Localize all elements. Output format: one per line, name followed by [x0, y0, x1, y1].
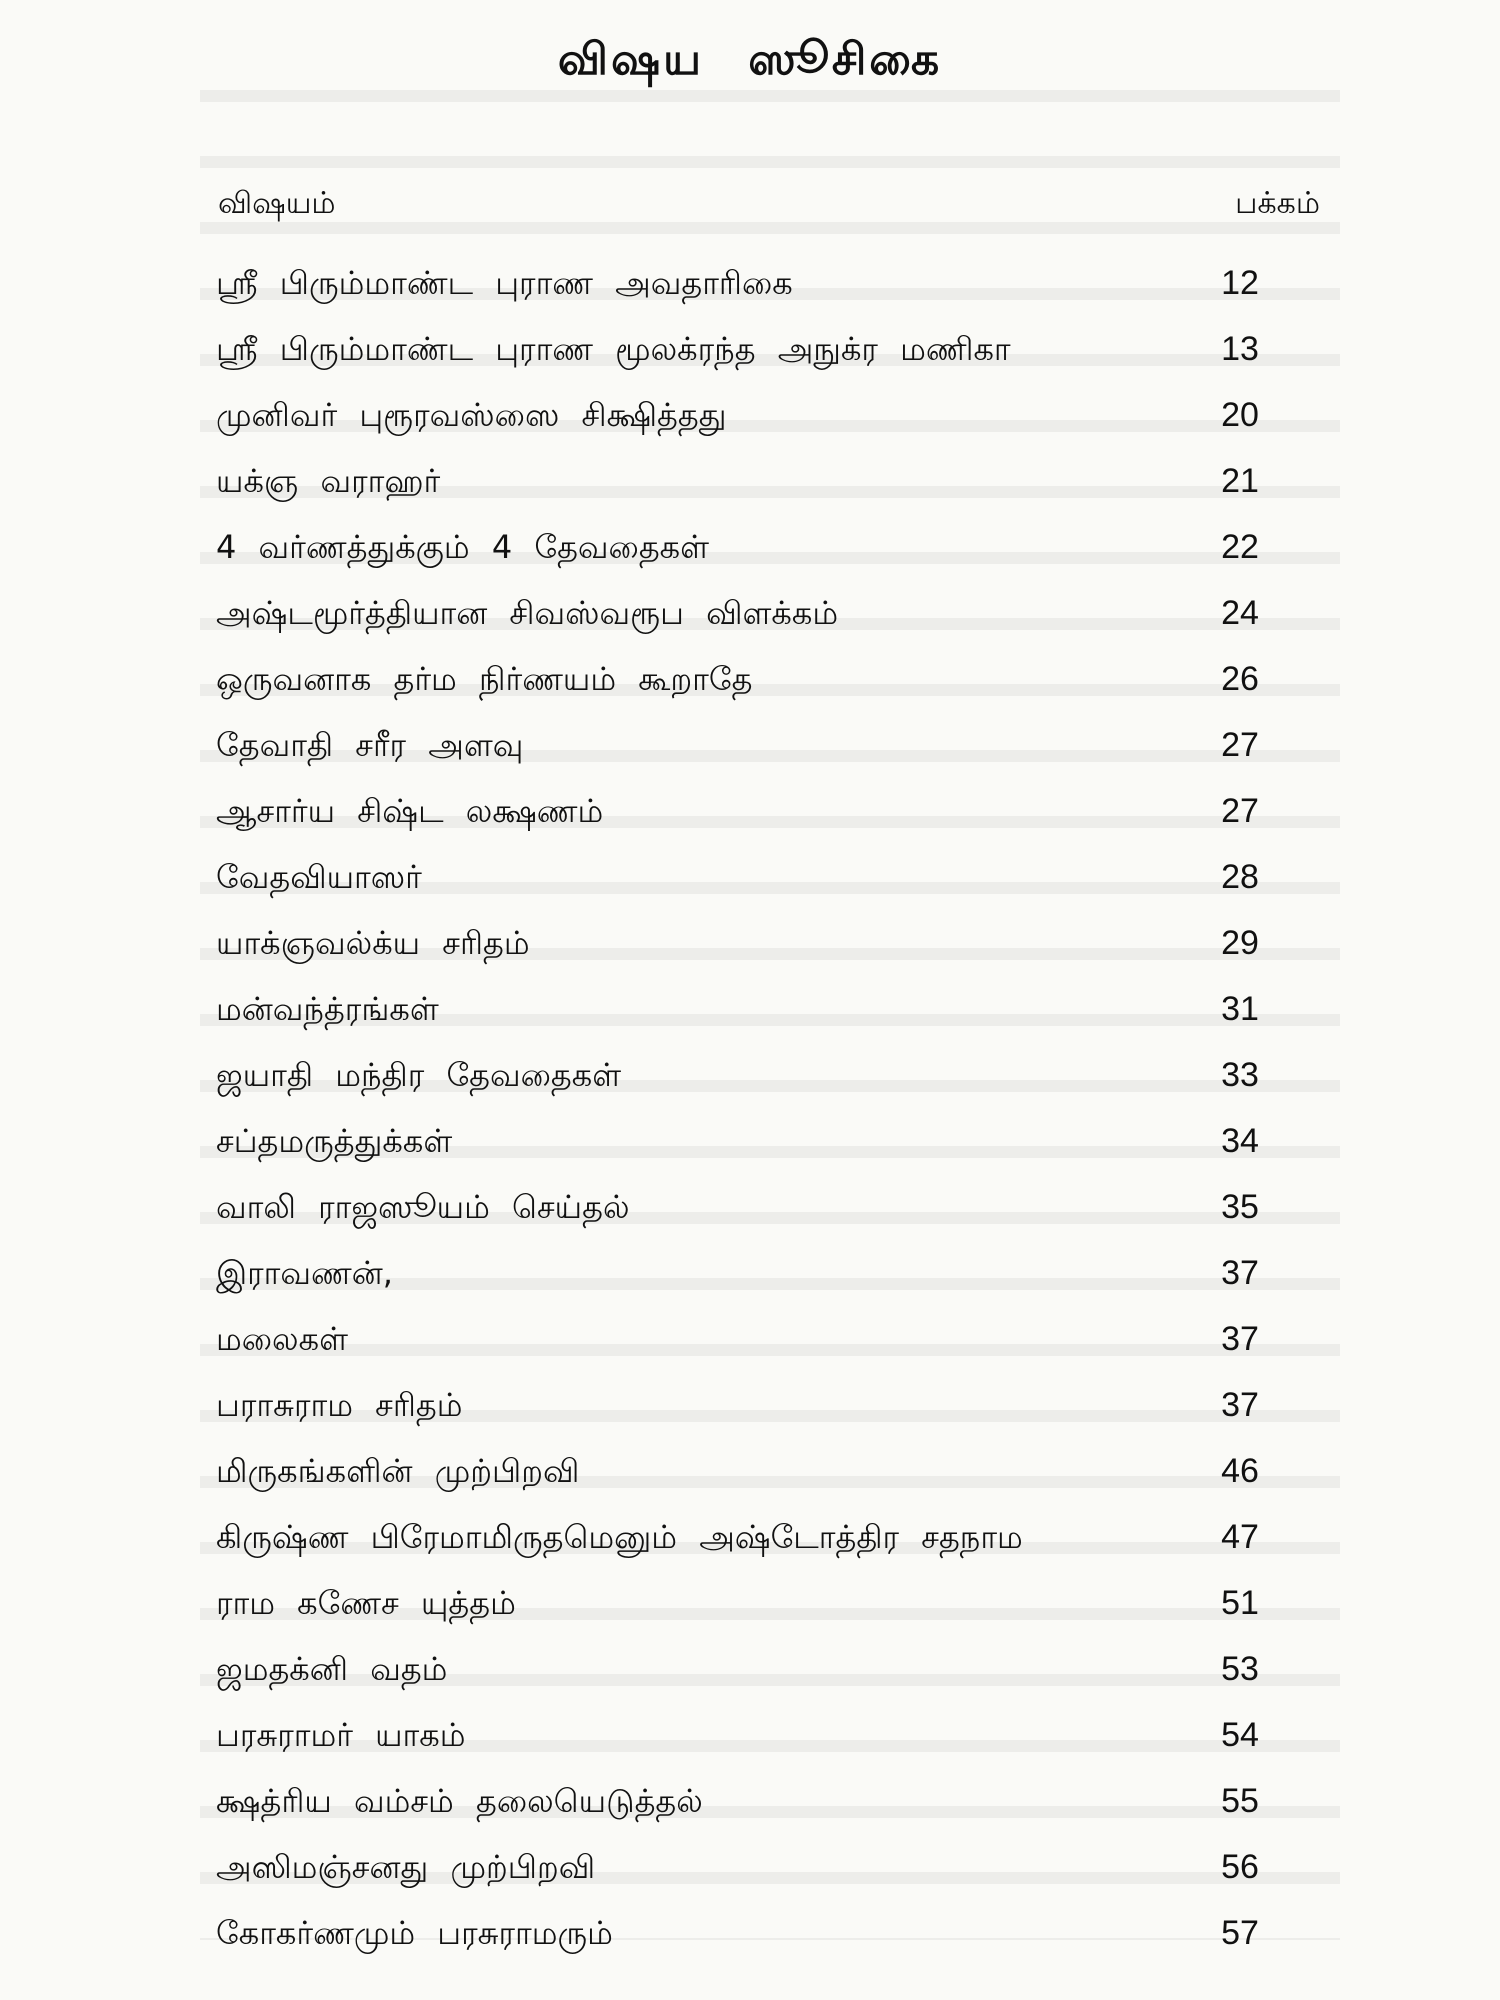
toc-entry	[0, 720, 1500, 786]
toc-entry-page-number: 37	[1221, 1320, 1259, 1358]
toc-entry-page-number: 22	[1221, 528, 1259, 566]
toc-entry	[0, 786, 1500, 852]
toc-entry	[0, 918, 1500, 984]
toc-entry	[0, 1842, 1500, 1908]
toc-entry-title: ஸ்ரீ பிரும்மாண்ட புராண அவதாரிகை	[216, 264, 793, 302]
toc-entry	[0, 1446, 1500, 1512]
toc-entry-title: பராசுராம சரிதம்	[216, 1386, 463, 1424]
toc-entry-title: வேதவியாஸர்	[216, 858, 422, 896]
toc-entry-title: சப்தமருத்துக்கள்	[216, 1122, 453, 1160]
column-header-page: பக்கம்	[1235, 186, 1320, 221]
toc-entry-page-number: 34	[1221, 1122, 1259, 1160]
toc-entry-page-number: 37	[1221, 1254, 1259, 1292]
toc-entry-page-number: 29	[1221, 924, 1259, 962]
column-header-topic: விஷயம்	[218, 186, 336, 221]
toc-entry	[0, 1644, 1500, 1710]
toc-entry	[0, 1182, 1500, 1248]
toc-entry-title: ஸ்ரீ பிரும்மாண்ட புராண மூலக்ரந்த அநுக்ர மணிகா	[216, 330, 1011, 368]
toc-entry-title: ஜயாதி மந்திர தேவதைகள்	[216, 1056, 622, 1094]
toc-entry-title: இராவணன்,	[216, 1254, 393, 1292]
toc-entry-title: வாலி ராஜஸூயம் செய்தல்	[216, 1188, 630, 1226]
toc-entry	[0, 324, 1500, 390]
toc-entry	[0, 1578, 1500, 1644]
toc-entry	[0, 852, 1500, 918]
toc-entry-page-number: 53	[1221, 1650, 1259, 1688]
toc-entry-title: ஆசார்ய சிஷ்ட லக்ஷணம்	[216, 792, 604, 830]
toc-entry-page-number: 47	[1221, 1518, 1259, 1556]
toc-entry-page-number: 37	[1221, 1386, 1259, 1424]
toc-entry-title: 4 வர்ணத்துக்கும் 4 தேவதைகள்	[216, 528, 710, 566]
toc-entry-page-number: 55	[1221, 1782, 1259, 1820]
toc-entry-title: ராம கணேச யுத்தம்	[216, 1584, 516, 1622]
toc-entry-page-number: 27	[1221, 726, 1259, 764]
toc-entry-page-number: 26	[1221, 660, 1259, 698]
toc-entry-title: முனிவர் புரூரவஸ்ஸை சிக்ஷித்தது	[216, 396, 727, 434]
toc-entry	[0, 1380, 1500, 1446]
toc-entry-page-number: 56	[1221, 1848, 1259, 1886]
toc-entry-page-number: 12	[1221, 264, 1259, 302]
toc-entry	[0, 1512, 1500, 1578]
toc-entry-title: மிருகங்களின் முற்பிறவி	[216, 1452, 580, 1490]
toc-entry-title: ஜமதக்னி வதம்	[216, 1650, 448, 1688]
toc-entry-page-number: 54	[1221, 1716, 1259, 1754]
toc-entry	[0, 1314, 1500, 1380]
toc-entry-title: மலைகள்	[216, 1320, 348, 1358]
toc-entry-page-number: 24	[1221, 594, 1259, 632]
toc-entry-page-number: 33	[1221, 1056, 1259, 1094]
toc-entry-title: பரசுராமர் யாகம்	[216, 1716, 466, 1754]
toc-entry	[0, 390, 1500, 456]
toc-entry-title: கிருஷ்ண பிரேமாமிருதமெனும் அஷ்டோத்திர சதநாம	[216, 1518, 1023, 1556]
toc-entry-page-number: 20	[1221, 396, 1259, 434]
toc-entry	[0, 654, 1500, 720]
table-of-contents	[0, 258, 1500, 1974]
toc-entry	[0, 456, 1500, 522]
page-title: விஷய ஸூசிகை	[557, 34, 943, 85]
toc-entry-page-number: 28	[1221, 858, 1259, 896]
toc-entry-title: தேவாதி சரீர அளவு	[216, 726, 524, 764]
toc-entry	[0, 258, 1500, 324]
toc-entry-page-number: 57	[1221, 1914, 1259, 1952]
toc-entry-title: யக்ஞ வராஹர்	[216, 462, 441, 500]
toc-entry-title: அஷ்டமூர்த்தியான சிவஸ்வரூப விளக்கம்	[216, 594, 839, 632]
toc-entry-title: ஒருவனாக தர்ம நிர்ணயம் கூறாதே	[216, 660, 753, 698]
toc-entry-page-number: 46	[1221, 1452, 1259, 1490]
toc-entry-title: க்ஷத்ரிய வம்சம் தலையெடுத்தல்	[216, 1782, 703, 1820]
toc-entry-title: மன்வந்த்ரங்கள்	[216, 990, 439, 1028]
toc-entry-page-number: 21	[1221, 462, 1259, 500]
toc-entry-page-number: 13	[1221, 330, 1259, 368]
toc-entry	[0, 1116, 1500, 1182]
toc-entry-title: யாக்ஞவல்க்ய சரிதம்	[216, 924, 530, 962]
toc-entry-page-number: 35	[1221, 1188, 1259, 1226]
toc-entry	[0, 1050, 1500, 1116]
toc-entry-page-number: 27	[1221, 792, 1259, 830]
toc-entry	[0, 1248, 1500, 1314]
toc-entry	[0, 1908, 1500, 1974]
toc-entry	[0, 984, 1500, 1050]
toc-entry-page-number: 51	[1221, 1584, 1259, 1622]
toc-entry	[0, 588, 1500, 654]
toc-entry	[0, 1776, 1500, 1842]
toc-entry-title: அஸிமஞ்சனது முற்பிறவி	[216, 1848, 596, 1886]
toc-entry-title: கோகர்ணமும் பரசுராமரும்	[216, 1914, 613, 1952]
toc-entry	[0, 522, 1500, 588]
toc-entry-page-number: 31	[1221, 990, 1259, 1028]
toc-entry	[0, 1710, 1500, 1776]
